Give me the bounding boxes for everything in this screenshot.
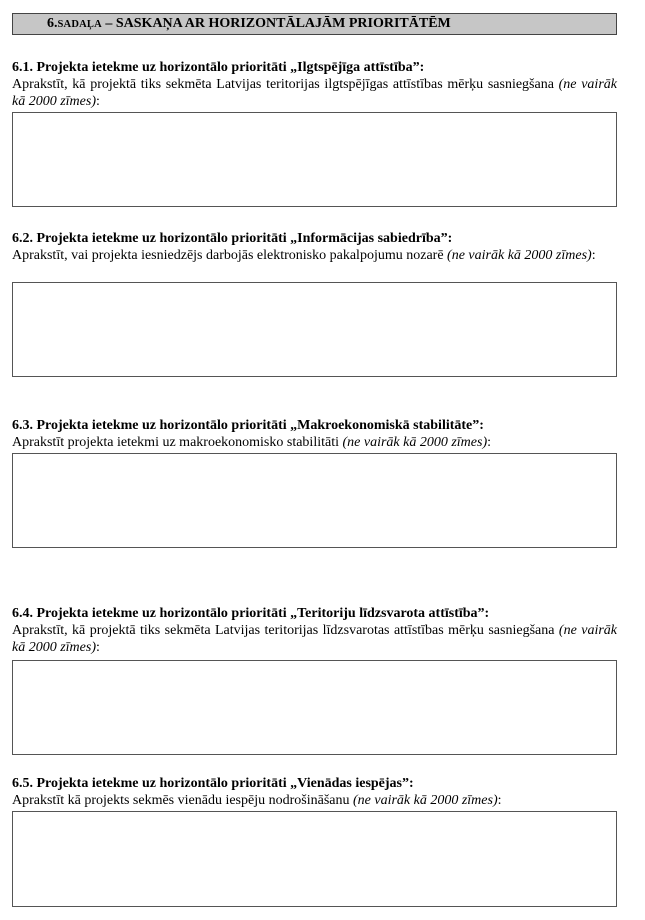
answer-field-6-2[interactable] [12, 282, 617, 377]
question-description: Aprakstīt, vai projekta iesniedzējs darbojās elektronisko pakalpojumu nozarē (ne vairāk kā 2000 zīmes): [12, 248, 596, 263]
char-limit-note: (ne vairāk kā 2000 zīmes) [12, 623, 617, 655]
question-6-2 [12, 230, 617, 264]
question-title: 6.3. Projekta ietekme uz horizontālo prioritāti „Makroekonomiskā stabilitāte”: [12, 418, 484, 433]
char-limit-note: (ne vairāk kā 2000 zīmes) [342, 435, 488, 450]
section-number: 6. [47, 16, 58, 31]
question-title: 6.2. Projekta ietekme uz horizontālo prioritāti „Informācijas sabiedrība”: [12, 231, 453, 246]
answer-field-6-5[interactable] [12, 811, 617, 907]
question-title: 6.4. Projekta ietekme uz horizontālo prioritāti „Teritoriju līdzsvarota attīstība”: [12, 606, 490, 621]
section-header [12, 13, 617, 35]
section-label-smallcaps: SADAĻA [57, 19, 102, 30]
question-6-3 [12, 417, 617, 451]
question-6-4 [12, 605, 617, 656]
answer-field-6-3[interactable] [12, 453, 617, 548]
answer-field-6-1[interactable] [12, 112, 617, 207]
question-title: 6.1. Projekta ietekme uz horizontālo prioritāti „Ilgtspējīga attīstība”: [12, 60, 425, 75]
question-description: Aprakstīt projekta ietekmi uz makroekonomisko stabilitāti (ne vairāk kā 2000 zīmes): [12, 435, 492, 450]
question-description: Aprakstīt, kā projektā tiks sekmēta Latvijas teritorijas līdzsvarotas attīstības mērķu sasniegšana (ne vairāk kā 2000 zīmes): [12, 623, 617, 655]
question-6-1 [12, 59, 617, 110]
char-limit-note: (ne vairāk kā 2000 zīmes) [447, 248, 592, 263]
answer-field-6-4[interactable] [12, 660, 617, 755]
section-title: – SASKAŅA AR HORIZONTĀLAJĀM PRIORITĀTĒM [101, 16, 451, 31]
question-title: 6.5. Projekta ietekme uz horizontālo prioritāti „Vienādas iespējas”: [12, 776, 414, 791]
question-description: Aprakstīt kā projekts sekmēs vienādu iespēju nodrošināšanu (ne vairāk kā 2000 zīmes): [12, 793, 502, 808]
char-limit-note: (ne vairāk kā 2000 zīmes) [352, 793, 498, 808]
char-limit-note: (ne vairāk kā 2000 zīmes) [12, 77, 617, 109]
question-description: Aprakstīt, kā projektā tiks sekmēta Latvijas teritorijas ilgtspējīgas attīstības mērķu sasniegšana (ne vairāk kā 2000 zīmes): [12, 77, 617, 109]
question-6-5 [12, 775, 617, 809]
